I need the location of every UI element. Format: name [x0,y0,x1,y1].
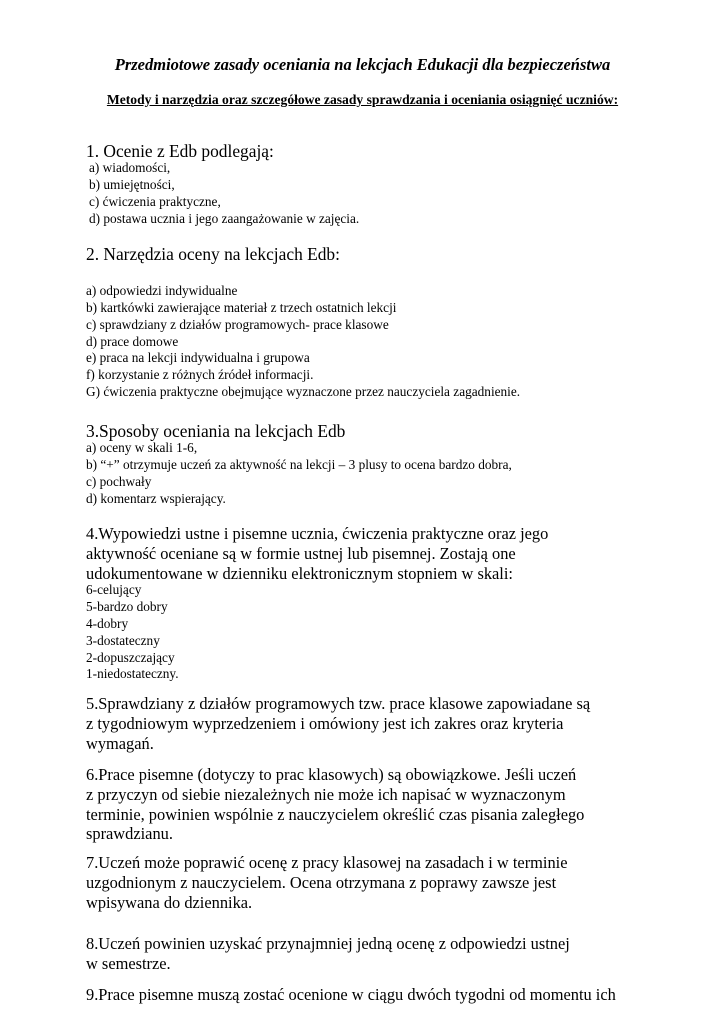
document-title: Przedmiotowe zasady oceniania na lekcjach Edukacji dla bezpieczeństwa [114,55,611,74]
section-3-item: b) “+” otrzymuje uczeń za aktywność na lekcji – 3 plusy to ocena bardzo dobra, [86,457,512,472]
section-2-item: d) prace domowe [86,334,179,349]
section-2-item: f) korzystanie z różnych źródeł informacji. [86,367,314,382]
section-5-line: z tygodniowym wyprzedzeniem i omówiony jest ich zakres oraz kryteria [86,714,564,733]
grade-item: 1-niedostateczny. [86,666,179,681]
section-1-item: b) umiejętności, [89,177,175,192]
grade-item: 5-bardzo dobry [86,599,168,614]
section-8-line: w semestrze. [86,954,171,973]
section-7-line: wpisywana do dziennika. [86,893,253,912]
section-3-item: c) pochwały [86,474,152,489]
section-2-item: a) odpowiedzi indywidualne [86,283,238,298]
grade-item: 6-celujący [86,582,142,597]
section-7-line: uzgodnionym z nauczycielem. Ocena otrzymana z poprawy zawsze jest [86,873,557,892]
grade-item: 3-dostateczny [86,633,160,648]
section-7-line: 7.Uczeń może poprawić ocenę z pracy klasowej na zasadach i w terminie [86,853,568,872]
section-1-item: d) postawa ucznia i jego zaangażowanie w zajęcia. [89,211,360,226]
section-9-line: 9.Prace pisemne muszą zostać ocenione w ciągu dwóch tygodni od momentu ich [86,985,616,1004]
section-3-item: d) komentarz wspierający. [86,491,226,506]
section-3-item: a) oceny w skali 1-6, [86,440,198,455]
section-2-heading: 2. Narzędzia oceny na lekcjach Edb: [86,244,340,264]
section-5-line: 5.Sprawdziany z działów programowych tzw. prace klasowe zapowiadane są [86,694,591,713]
grade-item: 2-dopuszczający [86,650,175,665]
section-5-line: wymagań. [86,734,154,753]
section-2-item: G) ćwiczenia praktyczne obejmujące wyznaczone przez nauczyciela zagadnienie. [86,384,521,399]
section-2-item: c) sprawdziany z działów programowych- prace klasowe [86,317,389,332]
section-6-line: sprawdzianu. [86,824,173,843]
section-6-line: z przyczyn od siebie niezależnych nie może ich napisać w wyznaczonym [86,785,566,804]
section-4-line: aktywność oceniane są w formie ustnej lub pisemnej. Zostają one [86,544,516,563]
section-4-line: 4.Wypowiedzi ustne i pisemne ucznia, ćwiczenia praktyczne oraz jego [86,524,549,543]
document-subtitle: Metody i narzędzia oraz szczegółowe zasady sprawdzania i oceniania osiągnięć uczniów: [106,92,619,107]
section-3-heading: 3.Sposoby oceniania na lekcjach Edb [86,421,346,441]
section-2-item: b) kartkówki zawierające materiał z trzech ostatnich lekcji [86,300,397,315]
section-6-line: 6.Prace pisemne (dotyczy to prac klasowych) są obowiązkowe. Jeśli uczeń [86,765,577,784]
grade-item: 4-dobry [86,616,129,631]
section-8-line: 8.Uczeń powinien uzyskać przynajmniej jedną ocenę z odpowiedzi ustnej [86,934,570,953]
section-4-line: udokumentowane w dzienniku elektronicznym stopniem w skali: [86,564,513,583]
section-2-item: e) praca na lekcji indywidualna i grupowa [86,350,310,365]
section-6-line: terminie, powinien wspólnie z nauczycielem określić czas pisania zaległego [86,805,585,824]
section-1-item: a) wiadomości, [89,160,171,175]
section-1-item: c) ćwiczenia praktyczne, [89,194,221,209]
section-1-heading: 1. Ocenie z Edb podlegają: [86,141,274,161]
